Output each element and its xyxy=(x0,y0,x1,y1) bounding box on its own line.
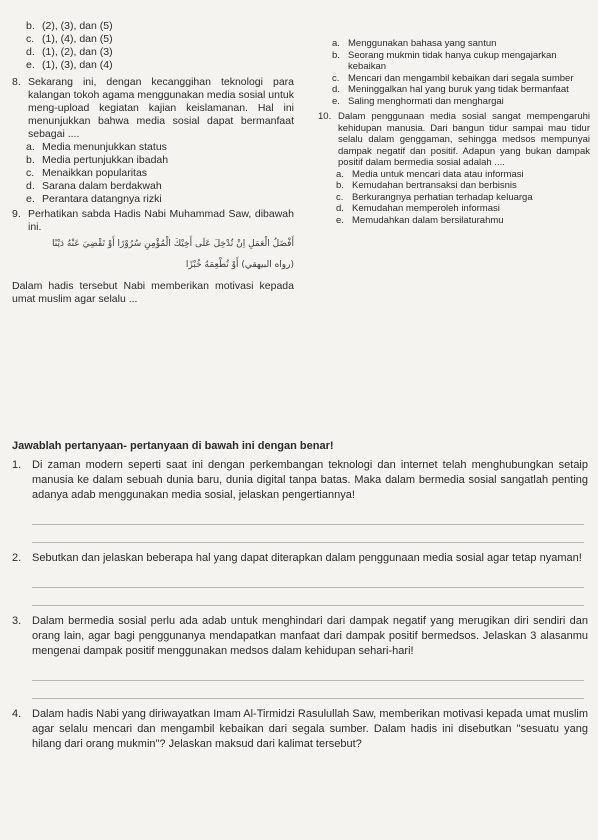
essay-question-4 xyxy=(12,707,588,752)
question-number: 3. xyxy=(12,615,22,627)
option[interactable]: d. Meninggalkan hal yang buruk yang tidak bermanfaat xyxy=(332,84,569,95)
question-number: 1. xyxy=(12,459,22,471)
question-text: Dalam bermedia sosial perlu ada adab untuk menghindari dari dampak negatif yang merugikan diri sendiri dan orang lain, agar bagi penggunanya mendapatkan manfaat dari dampak positif bermedsos. Jelaskan 3 alasanmu mengenai dampak positif menggunakan medsos dalam kehidupan sehari-hari! xyxy=(32,615,588,657)
answer-line[interactable] xyxy=(32,507,584,525)
option[interactable]: b. Media pertunjukkan ibadah xyxy=(26,154,169,166)
question-text: Di zaman modern seperti saat ini dengan perkembangan teknologi dan internet telah menghubungkan setaip manusia ke dalam sebuah dunia baru, dunia digital tanpa batas. Maka dalam bermedia sosial sangatlah penting adanya adab menggunakan media sosial, jelaskan pengertiannya! xyxy=(32,459,588,501)
question-9-options xyxy=(318,38,590,107)
question-number: 8. xyxy=(12,76,21,88)
answer-line[interactable] xyxy=(32,588,584,606)
question-text: Perhatikan sabda Hadis Nabi Muhammad Saw, dibawah ini. xyxy=(28,208,294,233)
essay-question-3 xyxy=(12,614,588,699)
question-8 xyxy=(12,76,294,206)
option[interactable]: a. Menggunakan bahasa yang santun xyxy=(332,38,497,49)
option[interactable]: c. (1), (4), dan (5) xyxy=(26,33,113,45)
right-column xyxy=(318,38,590,226)
option[interactable]: e. (1), (3), dan (4) xyxy=(26,59,113,71)
question-text: Dalam hadis tersebut Nabi memberikan motivasi kepada umat muslim agar selalu ... xyxy=(12,280,294,305)
essay-section xyxy=(12,439,588,756)
arabic-hadith-line-2: (رواه البيهقي) أَوْ تُطْعِمَهُ خُبْزًا xyxy=(185,260,294,270)
question-number: 9. xyxy=(12,208,21,220)
question-text: Dalam penggunaan media sosial sangat mempengaruhi kehidupan manusia. Dari bangun tidur sampai mau tidur selalu dalam genggaman, sehingga medsos mempunyai dampak negatif dan positif. Adapun yang bukan dampak positif dalam bermedia sosial adalah .... xyxy=(338,111,590,168)
section-heading: Jawablah pertanyaan- pertanyaan di bawah ini dengan benar! xyxy=(12,440,334,452)
essay-question-2 xyxy=(12,551,588,606)
question-10 xyxy=(318,111,590,226)
option[interactable]: b. (2), (3), dan (5) xyxy=(26,20,113,32)
answer-line[interactable] xyxy=(32,681,584,699)
question-number: 4. xyxy=(12,708,22,720)
option[interactable]: c. Berkurangnya perhatian terhadap keluarga xyxy=(336,191,533,203)
option[interactable]: e. Perantara datangnya rizki xyxy=(26,193,162,205)
option[interactable]: c. Mencari dan mengambil kebaikan dari segala sumber xyxy=(332,72,574,84)
answer-line[interactable] xyxy=(32,663,584,681)
option[interactable]: e. Memudahkan dalam bersilaturahmu xyxy=(336,214,504,226)
option[interactable]: b. Kemudahan bertransaksi dan berbisnis xyxy=(336,180,517,191)
option[interactable]: e. Saling menghormati dan menghargai xyxy=(332,95,504,107)
option[interactable]: d. Kemudahan memperoleh informasi xyxy=(336,203,500,214)
option[interactable]: a. Media untuk mencari data atau informasi xyxy=(336,168,524,180)
question-9 xyxy=(12,208,294,306)
question-text: Sekarang ini, dengan kecanggihan teknologi para kalangan tokoh agama menggunakan media sosial untuk meng-upload kegiatan kajian keislamanan. Hal ini menunjukkan bahwa media sosial dapat bermanfaat sebagai .... xyxy=(28,76,294,140)
option[interactable]: c. Menaikkan popularitas xyxy=(26,167,148,179)
question-text: Dalam hadis Nabi yang diriwayatkan Imam Al-Tirmidzi Rasulullah Saw, memberikan motivasi kepada umat muslim agar selalu mencari dan mengambil kebaikan dari segala sumber. Dalam hadis ini disebutkan "sesuatu yang hilang dari orang mukmin"? Jelaskan maksud dari kalimat tersebut? xyxy=(32,708,588,750)
answer-line[interactable] xyxy=(32,570,584,588)
arabic-hadith-line-1: أَفْضَلُ الْعَمَلِ اِنْ تُدْخِلَ عَلَى أَخِيْكَ الْمُؤْمِنِ سُرُوْرًا أَوْ تَقْضِيَ عَنْهُ دَيْنًا xyxy=(52,239,294,249)
option[interactable]: a. Media menunjukkan status xyxy=(26,141,167,153)
essay-question-1 xyxy=(12,458,588,543)
question-number: 2. xyxy=(12,552,22,564)
option[interactable]: d. (1), (2), dan (3) xyxy=(26,46,113,58)
answer-line[interactable] xyxy=(32,525,584,543)
option[interactable]: d. Sarana dalam berdakwah xyxy=(26,180,162,192)
previous-question-options xyxy=(12,20,294,72)
left-column xyxy=(12,20,294,306)
question-text: Sebutkan dan jelaskan beberapa hal yang dapat diterapkan dalam penggunaan media sosial agar tetap nyaman! xyxy=(32,552,582,564)
question-number: 10. xyxy=(318,111,332,122)
option[interactable]: b. Seorang mukmin tidak hanya cukup mengajarkan kebaikan xyxy=(332,49,557,72)
